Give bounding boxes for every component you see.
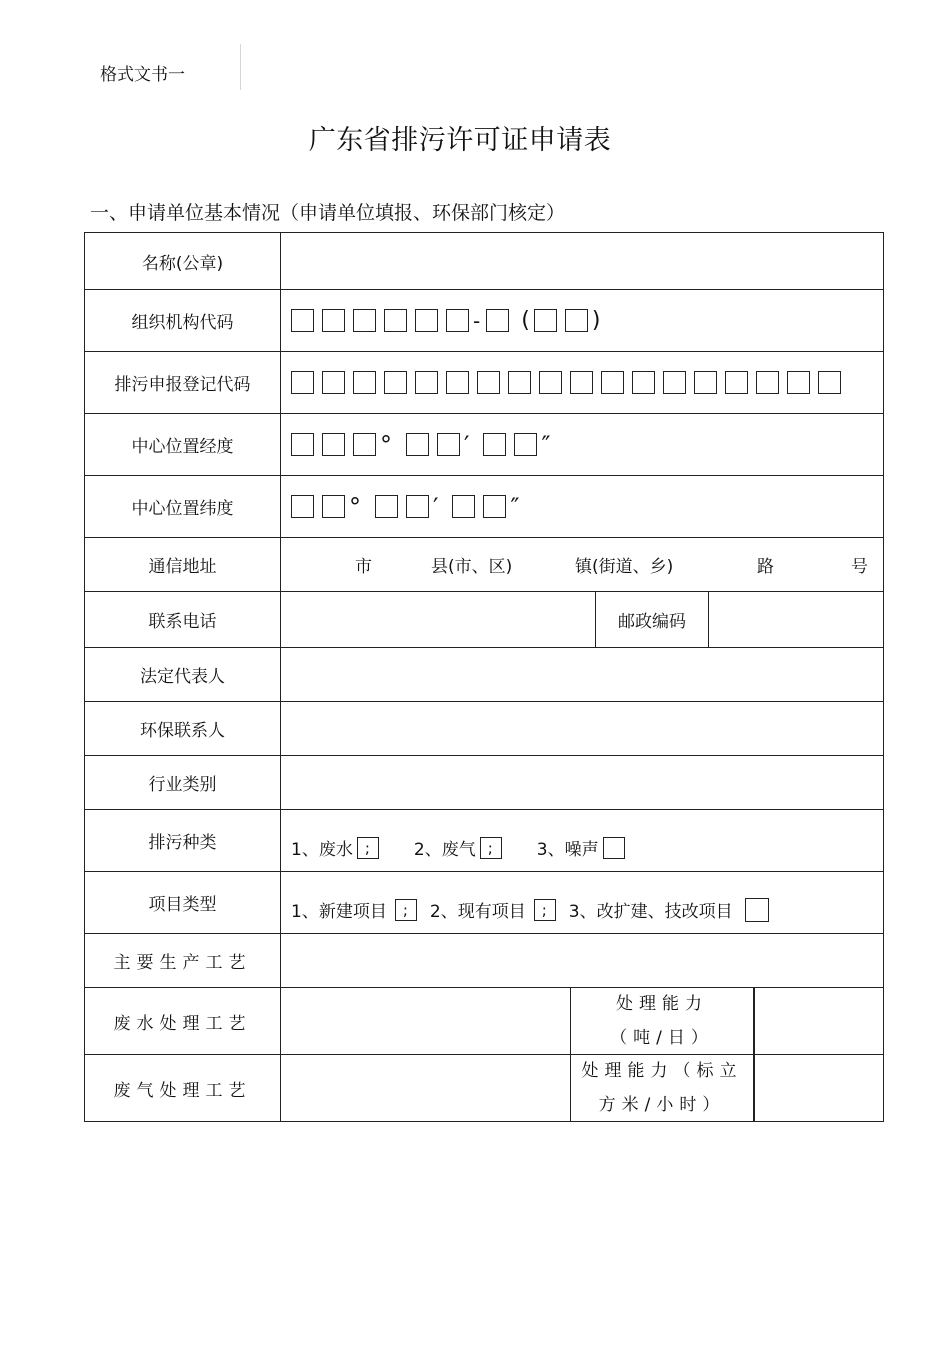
org-code-field[interactable] xyxy=(281,290,883,351)
digit-box[interactable] xyxy=(446,309,469,332)
digit-box[interactable] xyxy=(353,309,376,332)
digit-box[interactable] xyxy=(384,371,407,394)
row-phone xyxy=(85,591,883,647)
capacity-line-1: 处理能力（标立 xyxy=(581,1061,743,1081)
address-number: 号 xyxy=(851,557,868,577)
row-longitude xyxy=(85,413,883,475)
option-new-project xyxy=(291,897,414,922)
page-title: 广东省排污许可证申请表 xyxy=(308,125,612,156)
digit-box[interactable] xyxy=(565,309,588,332)
row-address xyxy=(85,537,883,591)
phone-label: 联系电话 xyxy=(85,592,281,647)
digit-box[interactable] xyxy=(384,309,407,332)
digit-box[interactable] xyxy=(291,433,314,456)
minute-symbol: ′ xyxy=(433,492,439,521)
digit-box[interactable] xyxy=(787,371,810,394)
discharge-code-boxes xyxy=(291,371,849,394)
digit-box[interactable] xyxy=(353,371,376,394)
waste-gas-capacity-field[interactable] xyxy=(755,1055,883,1121)
digit-box[interactable] xyxy=(514,433,537,456)
latitude-boxes xyxy=(291,492,533,521)
digit-box[interactable] xyxy=(375,495,398,518)
digit-box[interactable] xyxy=(601,371,624,394)
digit-box[interactable] xyxy=(291,495,314,518)
degree-symbol: ° xyxy=(380,430,392,459)
waste-gas-process-field[interactable] xyxy=(281,1055,571,1121)
row-legal-rep xyxy=(85,647,883,701)
option-wastewater xyxy=(291,835,376,860)
row-industry xyxy=(85,755,883,809)
second-symbol: ″ xyxy=(541,430,551,459)
digit-box[interactable] xyxy=(483,433,506,456)
env-contact-label: 环保联系人 xyxy=(85,702,281,755)
name-field[interactable] xyxy=(281,233,883,289)
option-label: 1、废水 xyxy=(291,840,353,860)
digit-box[interactable] xyxy=(663,371,686,394)
digit-box[interactable] xyxy=(483,495,506,518)
option-label: 2、废气 xyxy=(413,840,476,860)
noise-checkbox[interactable] xyxy=(603,837,625,859)
digit-box[interactable] xyxy=(415,371,438,394)
digit-box[interactable] xyxy=(756,371,779,394)
row-waste-gas xyxy=(85,1054,883,1121)
digit-box[interactable] xyxy=(818,371,841,394)
digit-box[interactable] xyxy=(322,309,345,332)
option-label: 2、现有项目 xyxy=(429,902,526,922)
digit-box[interactable] xyxy=(534,309,557,332)
digit-box[interactable] xyxy=(632,371,655,394)
pollutant-type-label: 排污种类 xyxy=(85,810,281,871)
digit-box[interactable] xyxy=(415,309,438,332)
wastewater-capacity-label xyxy=(571,988,753,1054)
row-main-process xyxy=(85,933,883,987)
longitude-label: 中心位置经度 xyxy=(85,414,281,475)
wastewater-label: 废水处理工艺 xyxy=(85,988,281,1054)
industry-label: 行业类别 xyxy=(85,756,281,809)
digit-box[interactable] xyxy=(437,433,460,456)
option-waste-gas xyxy=(414,835,499,860)
wastewater-capacity-field[interactable] xyxy=(755,988,883,1054)
option-label: 1、新建项目 xyxy=(291,902,387,922)
digit-box[interactable] xyxy=(486,309,509,332)
option-separator: ; xyxy=(487,838,493,857)
digit-box[interactable] xyxy=(477,371,500,394)
digit-box[interactable] xyxy=(446,371,469,394)
main-process-field[interactable] xyxy=(281,934,883,987)
project-type-label: 项目类型 xyxy=(85,872,281,933)
row-latitude xyxy=(85,475,883,537)
longitude-field[interactable] xyxy=(281,414,883,475)
digit-box[interactable] xyxy=(725,371,748,394)
application-form-table xyxy=(84,232,884,1122)
address-field[interactable] xyxy=(281,538,883,591)
address-city: 市 xyxy=(355,557,372,577)
row-pollutant-type xyxy=(85,809,883,871)
digit-box[interactable] xyxy=(353,433,376,456)
waste-gas-capacity-label xyxy=(571,1055,753,1121)
degree-symbol: ° xyxy=(349,492,361,521)
option-separator: ; xyxy=(364,838,370,857)
name-label: 名称(公章) xyxy=(85,233,281,289)
document-type-label: 格式文书一 xyxy=(100,65,185,85)
row-discharge-code xyxy=(85,351,883,413)
latitude-label: 中心位置纬度 xyxy=(85,476,281,537)
option-label: 3、噪声 xyxy=(536,840,599,860)
org-code-dash: - xyxy=(473,308,481,333)
org-code-rparen: ) xyxy=(591,308,601,333)
legal-rep-label: 法定代表人 xyxy=(85,648,281,701)
row-env-contact xyxy=(85,701,883,755)
digit-box[interactable] xyxy=(406,433,429,456)
waste-gas-label: 废气处理工艺 xyxy=(85,1055,281,1121)
pollutant-type-options xyxy=(281,810,883,871)
option-separator: ; xyxy=(402,900,408,919)
second-symbol: ″ xyxy=(510,492,520,521)
digit-box[interactable] xyxy=(539,371,562,394)
margin-divider xyxy=(240,44,241,90)
digit-box[interactable] xyxy=(406,495,429,518)
section-heading: 一、申请单位基本情况（申请单位填报、环保部门核定） xyxy=(90,202,566,224)
minute-symbol: ′ xyxy=(464,430,470,459)
row-name xyxy=(85,233,883,289)
postcode-label: 邮政编码 xyxy=(596,592,709,647)
option-existing-project xyxy=(430,897,553,922)
digit-box[interactable] xyxy=(508,371,531,394)
longitude-boxes xyxy=(291,430,564,459)
discharge-code-label: 排污申报登记代码 xyxy=(85,352,281,413)
capacity-line-1: 处理能力 xyxy=(616,994,708,1014)
org-code-label: 组织机构代码 xyxy=(85,290,281,351)
option-separator: ; xyxy=(541,900,547,919)
expansion-project-checkbox[interactable] xyxy=(745,898,769,922)
digit-box[interactable] xyxy=(694,371,717,394)
digit-box[interactable] xyxy=(322,371,345,394)
address-town: 镇(街道、乡) xyxy=(575,557,674,577)
discharge-code-field[interactable] xyxy=(281,352,883,413)
digit-box[interactable] xyxy=(322,495,345,518)
capacity-line-2: 方米/小时） xyxy=(598,1095,726,1115)
project-type-options xyxy=(281,872,883,933)
latitude-field[interactable] xyxy=(281,476,883,537)
option-noise xyxy=(537,835,625,860)
main-process-label: 主要生产工艺 xyxy=(85,934,281,987)
org-code-lparen: ( xyxy=(521,308,530,333)
row-wastewater xyxy=(85,987,883,1054)
legal-rep-field[interactable] xyxy=(281,648,883,701)
digit-box[interactable] xyxy=(570,371,593,394)
wastewater-process-field[interactable] xyxy=(281,988,571,1054)
phone-field[interactable] xyxy=(281,592,596,647)
digit-box[interactable] xyxy=(291,309,314,332)
address-county: 县(市、区) xyxy=(431,557,513,577)
digit-box[interactable] xyxy=(322,433,345,456)
env-contact-field[interactable] xyxy=(281,702,883,755)
row-org-code xyxy=(85,289,883,351)
row-project-type xyxy=(85,871,883,933)
address-road: 路 xyxy=(757,557,774,577)
digit-box[interactable] xyxy=(452,495,475,518)
digit-box[interactable] xyxy=(291,371,314,394)
postcode-field[interactable] xyxy=(709,592,883,647)
address-label: 通信地址 xyxy=(85,538,281,591)
option-expansion-project xyxy=(569,897,769,922)
org-code-boxes xyxy=(291,308,600,333)
industry-field[interactable] xyxy=(281,756,883,809)
capacity-line-2: （吨/日） xyxy=(610,1028,714,1048)
option-label: 3、改扩建、技改项目 xyxy=(568,902,733,922)
